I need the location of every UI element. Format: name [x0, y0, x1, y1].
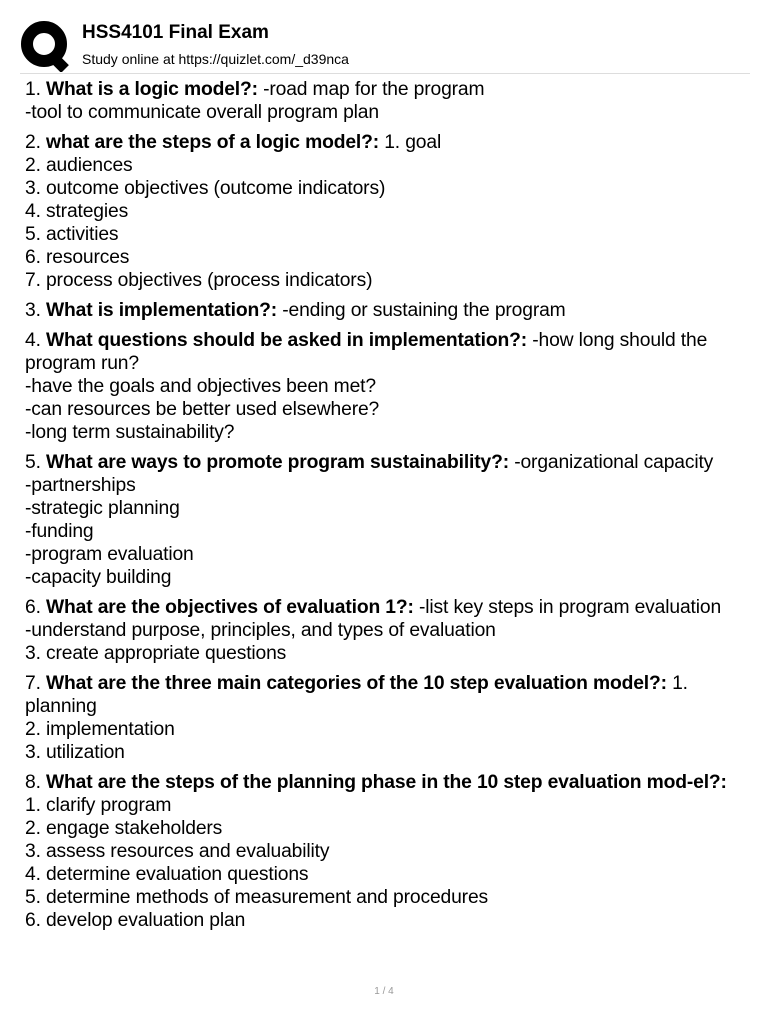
item-number: 8.	[25, 772, 41, 794]
answer-line: 3. outcome objectives (outcome indicators)	[25, 178, 386, 200]
study-online-link[interactable]: Study online at https://quizlet.com/_d39nca	[82, 51, 349, 67]
answer-line: 3. create appropriate questions	[25, 642, 287, 664]
flashcard-item	[25, 673, 747, 765]
answer-line: 2. implementation	[25, 718, 175, 740]
flashcard-question-line	[25, 132, 747, 155]
answer-line: 4. determine evaluation questions	[25, 863, 309, 885]
flashcard-item	[25, 330, 747, 445]
answer-line: -tool to communicate overall program plan	[25, 101, 379, 123]
question-text: What questions should be asked in implementation?:	[46, 330, 527, 352]
answer-text: -how long should the program run?	[25, 330, 708, 375]
answer-line: 4. strategies	[25, 200, 129, 222]
page-header	[0, 0, 768, 74]
question-text: What is a logic model?:	[46, 79, 258, 100]
answer-text: -list key steps in program evaluation	[419, 596, 722, 618]
page-number: 1 / 4	[374, 986, 394, 997]
answer-line: -capacity building	[25, 566, 172, 588]
answer-line: 2. audiences	[25, 155, 133, 177]
answer-text: 1. goal	[384, 132, 442, 154]
question-text: What are the objectives of evaluation 1?:	[46, 596, 414, 618]
question-text: What are the steps of the planning phase in the 10 step evaluation mod-el?:	[46, 772, 727, 794]
flashcard-item	[25, 597, 747, 666]
question-text: what are the steps of a logic model?:	[46, 132, 380, 154]
flashcard-question-line	[25, 79, 747, 102]
flashcard-question-line	[25, 673, 747, 719]
answer-line: 6. develop evaluation plan	[25, 909, 246, 931]
question-text: What is implementation?:	[46, 299, 277, 321]
answer-line: 5. activities	[25, 223, 119, 245]
header-divider	[20, 73, 750, 74]
item-number: 4.	[25, 330, 41, 352]
item-number: 3.	[25, 299, 41, 321]
answer-line: 5. determine methods of measurement and procedures	[25, 886, 489, 908]
answer-line: -understand purpose, principles, and types of evaluation	[25, 619, 496, 641]
flashcard-question-line	[25, 772, 747, 818]
answer-line: -funding	[25, 520, 94, 542]
answer-line: -partnerships	[25, 475, 136, 497]
answer-line: -long term sustainability?	[25, 421, 235, 443]
document-title: HSS4101 Final Exam	[82, 22, 269, 43]
answer-text: -ending or sustaining the program	[282, 299, 566, 321]
answer-text: 1. planning	[25, 673, 688, 717]
answer-line: -have the goals and objectives been met?	[25, 376, 376, 398]
item-number: 6.	[25, 596, 41, 618]
flashcard-item	[25, 132, 747, 292]
flashcard-item	[25, 79, 747, 125]
answer-line: 7. process objectives (process indicators)	[25, 269, 373, 291]
flashcard-question-line	[25, 330, 747, 376]
answer-line: 3. utilization	[25, 741, 125, 763]
item-number: 5.	[25, 452, 41, 474]
item-number: 1.	[25, 79, 41, 100]
answer-text: 1. clarify program	[25, 795, 172, 817]
flashcard-item	[25, 452, 747, 589]
quizlet-q-logo-icon	[20, 20, 72, 72]
flashcard-item	[25, 772, 747, 932]
answer-line: 2. engage stakeholders	[25, 817, 223, 839]
flashcard-item	[25, 300, 747, 323]
answer-line: -can resources be better used elsewhere?	[25, 398, 380, 420]
answer-line: 6. resources	[25, 246, 130, 268]
flashcard-question-line	[25, 300, 747, 323]
item-number: 2.	[25, 132, 41, 154]
answer-text: -road map for the program	[263, 79, 485, 100]
question-text: What are the three main categories of the 10 step evaluation model?:	[46, 673, 667, 695]
answer-line: -strategic planning	[25, 497, 180, 519]
flashcard-list	[25, 79, 747, 940]
answer-text: -organizational capacity	[514, 452, 714, 474]
answer-line: -program evaluation	[25, 543, 194, 565]
answer-line: 3. assess resources and evaluability	[25, 840, 330, 862]
flashcard-question-line	[25, 452, 747, 475]
flashcard-question-line	[25, 597, 747, 620]
question-text: What are ways to promote program sustainability?:	[46, 452, 509, 474]
item-number: 7.	[25, 673, 41, 695]
